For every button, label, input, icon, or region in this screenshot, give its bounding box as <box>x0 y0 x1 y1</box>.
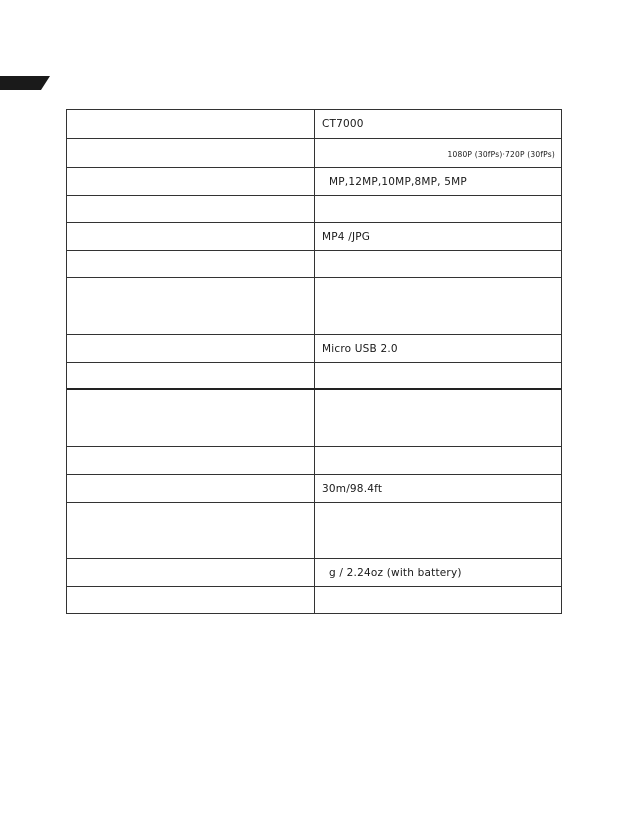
spec-value: MP4 /JPG <box>322 231 371 243</box>
table-row <box>67 503 561 559</box>
spec-label <box>67 168 315 195</box>
table-row <box>67 559 561 587</box>
spec-value: 1080P (30fPs)·720P (30fPs) <box>447 150 555 159</box>
spec-value <box>315 587 561 614</box>
spec-value <box>315 251 561 277</box>
spec-value: CT7000 <box>322 118 364 130</box>
spec-label <box>67 447 315 474</box>
spec-label <box>67 363 315 388</box>
table-row <box>67 475 561 503</box>
table-row <box>67 168 561 196</box>
spec-value: g / 2.24oz (with battery) <box>329 567 462 579</box>
spec-table <box>66 109 562 614</box>
spec-label <box>67 503 315 558</box>
table-row <box>67 223 561 251</box>
spec-value <box>315 503 561 558</box>
spec-label <box>67 223 315 250</box>
table-row <box>67 278 561 335</box>
spec-value <box>315 447 561 474</box>
spec-label <box>67 390 315 446</box>
spec-value <box>315 278 561 334</box>
table-row <box>67 390 561 447</box>
table-row <box>67 447 561 475</box>
table-row <box>67 251 561 278</box>
spec-label <box>67 139 315 167</box>
spec-value: 30m/98.4ft <box>322 483 383 495</box>
section-header-tab <box>0 76 50 90</box>
spec-value <box>315 196 561 222</box>
table-row <box>67 196 561 223</box>
spec-label <box>67 335 315 362</box>
spec-label <box>67 196 315 222</box>
spec-value: Micro USB 2.0 <box>322 343 398 355</box>
table-row <box>67 139 561 168</box>
spec-value: MP,12MP,10MP,8MP, 5MP <box>329 176 467 188</box>
spec-label <box>67 110 315 138</box>
spec-label <box>67 251 315 277</box>
spec-label <box>67 278 315 334</box>
spec-label <box>67 587 315 614</box>
spec-value <box>315 363 561 388</box>
spec-label <box>67 559 315 586</box>
table-row <box>67 363 561 390</box>
spec-label <box>67 475 315 502</box>
table-row <box>67 110 561 139</box>
table-row <box>67 587 561 614</box>
spec-value <box>315 390 561 446</box>
table-row <box>67 335 561 363</box>
